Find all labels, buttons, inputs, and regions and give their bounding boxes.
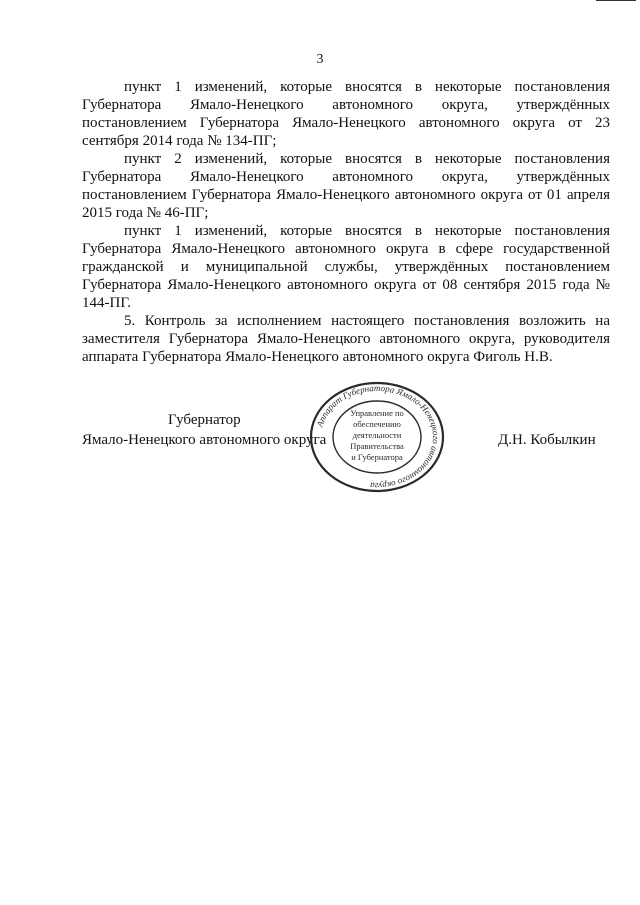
page-number: 3	[316, 52, 324, 67]
seal-center-line-4: Правительства	[350, 441, 404, 451]
top-edge-mark	[596, 0, 636, 1]
seal-center-line-2: обеспечению	[353, 419, 401, 429]
signatory-title: Губернатор	[168, 412, 241, 428]
document-body	[82, 78, 610, 366]
seal-center-line-3: деятельности	[352, 430, 402, 440]
paragraph-4: 5. Контроль за исполнением настоящего постановления возложить на заместителя Губернатора Ямало-Ненецкого автономного округа, руководителя аппарата Губернатора Ямало-Ненецкого автономного округа Фиголь Н.В.	[82, 313, 610, 365]
paragraph-1: пункт 1 изменений, которые вносятся в некоторые постановления Губернатора Ямало-Ненецкого автономного округа, утверждённых постановлением Губернатора Ямало-Ненецкого автономного округа от 23 сентября 2014 года № 134-ПГ;	[82, 79, 610, 149]
seal-ring-text: Аппарат Губернатора Ямало-Ненецкого автономного округа	[314, 382, 442, 492]
seal-center-line-1: Управление по	[350, 408, 404, 418]
signatory-region: Ямало-Ненецкого автономного округа	[82, 432, 327, 448]
paragraph-3: пункт 1 изменений, которые вносятся в некоторые постановления Губернатора Ямало-Ненецкого автономного округа в сфере государственной гражданской и муниципальной службы, утверждённых постановлением Губернатора Ямало-Ненецкого автономного округа от 08 сентября 2015 года № 144-ПГ.	[82, 223, 610, 311]
paragraph-2: пункт 2 изменений, которые вносятся в некоторые постановления Губернатора Ямало-Ненецкого автономного округа, утверждённых постановлением Губернатора Ямало-Ненецкого автономного округа от 01 апреля 2015 года № 46-ПГ;	[82, 151, 610, 221]
seal-center-line-5: и Губернатора	[351, 452, 403, 462]
official-seal-stamp	[308, 380, 446, 494]
signatory-name: Д.Н. Кобылкин	[498, 432, 596, 448]
signatory-position	[82, 410, 326, 450]
